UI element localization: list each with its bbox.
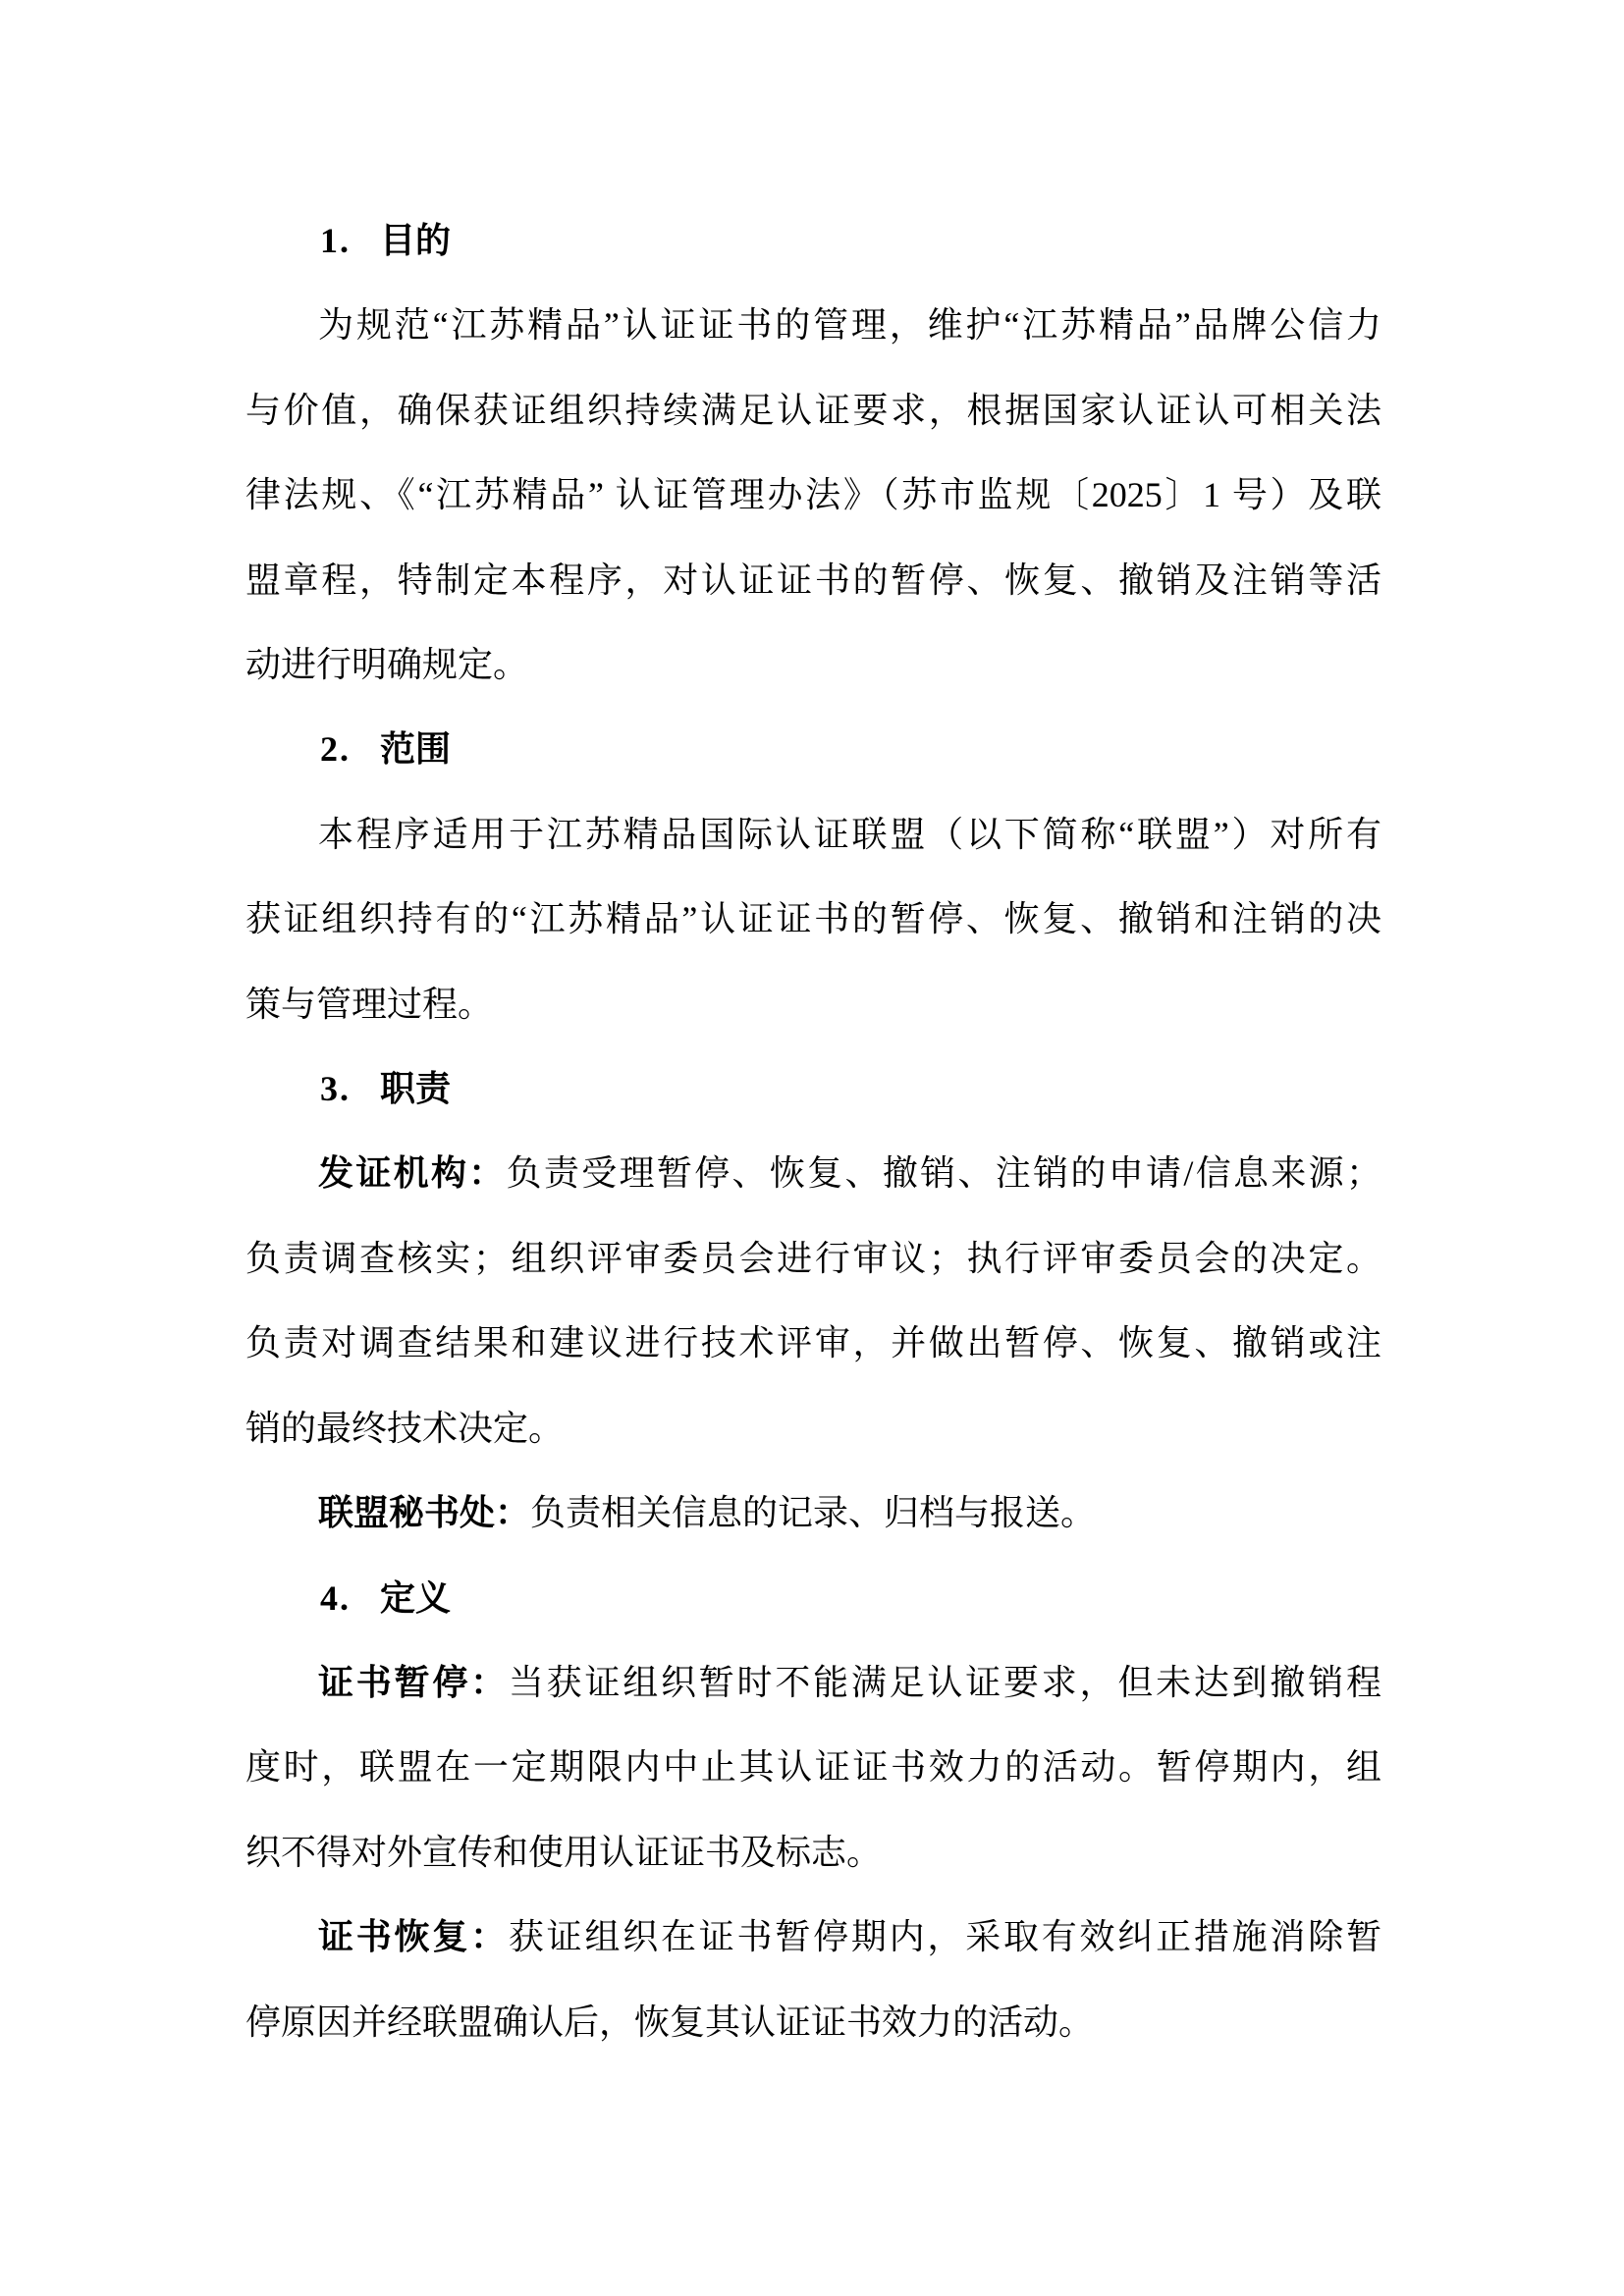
text-line <box>245 538 1381 622</box>
text-line <box>245 1216 1381 1301</box>
text-run: 负责对调查结果和建议进行技术评审，并做出暂停、恢复、撤销或注 <box>245 1323 1381 1363</box>
text-line <box>245 1131 1381 1215</box>
text-run: 负责调查核实；组织评审委员会进行审议；执行评审委员会的决定。 <box>245 1238 1381 1278</box>
bold-term: 证书恢复： <box>318 1917 509 1957</box>
heading-number: 2. <box>320 729 351 770</box>
text-line <box>245 792 1381 877</box>
heading-title: 目的 <box>380 221 452 260</box>
text-line <box>245 1895 1381 1979</box>
text-run: 当获证组织暂时不能满足认证要求，但未达到撤销程 <box>508 1662 1381 1702</box>
text-run: 获证组织在证书暂停期内，采取有效纠正措施消除暂 <box>508 1917 1381 1957</box>
heading-title: 定义 <box>380 1577 452 1618</box>
text-run: 律法规、《“江苏精品” 认证管理办法》（苏市监规〔2025〕1 号）及联 <box>245 475 1381 515</box>
text-run: 负责相关信息的记录、归档与报送。 <box>530 1493 1097 1533</box>
text-line <box>245 877 1381 961</box>
text-run: 为规范“江苏精品”认证证书的管理，维护“江苏精品”品牌公信力 <box>318 305 1381 346</box>
section-heading <box>245 198 1381 283</box>
text-line <box>245 1470 1381 1555</box>
text-run: 与价值，确保获证组织持续满足认证要求，根据国家认证认可相关法 <box>245 390 1381 430</box>
bold-term: 联盟秘书处： <box>318 1493 531 1533</box>
text-run: 停原因并经联盟确认后，恢复其认证证书效力的活动。 <box>245 2002 1095 2042</box>
text-line <box>245 1301 1381 1385</box>
text-line <box>245 1810 1381 1895</box>
text-run: 动进行明确规定。 <box>245 645 529 685</box>
section-heading <box>245 1556 1381 1640</box>
text-run: 盟章程，特制定本程序，对认证证书的暂停、恢复、撤销及注销等活 <box>245 560 1381 600</box>
text-run: 负责受理暂停、恢复、撤销、注销的申请/信息来源； <box>506 1153 1381 1194</box>
heading-number: 3. <box>320 1069 351 1109</box>
text-line <box>245 283 1381 367</box>
text-line <box>245 962 1381 1046</box>
text-line <box>245 453 1381 537</box>
heading-title: 职责 <box>380 1069 452 1109</box>
heading-title: 范围 <box>380 729 452 770</box>
heading-number: 1. <box>320 221 351 260</box>
text-line <box>245 368 1381 453</box>
text-run: 本程序适用于江苏精品国际认证联盟（以下简称“联盟”）对所有 <box>318 814 1381 854</box>
bold-term: 发证机构： <box>318 1153 507 1194</box>
text-run: 策与管理过程。 <box>245 984 494 1024</box>
text-line <box>245 1386 1381 1470</box>
text-line <box>245 1640 1381 1725</box>
text-run: 销的最终技术决定。 <box>245 1408 565 1448</box>
text-run: 织不得对外宣传和使用认证证书及标志。 <box>245 1832 883 1872</box>
text-run: 度时，联盟在一定期限内中止其认证证书效力的活动。暂停期内，组 <box>245 1747 1381 1788</box>
section-heading <box>245 707 1381 791</box>
bold-term: 证书暂停： <box>318 1662 509 1702</box>
document-body <box>245 198 1381 2064</box>
heading-number: 4. <box>320 1577 351 1618</box>
text-line <box>245 1980 1381 2064</box>
text-line <box>245 1725 1381 1809</box>
text-run: 获证组织持有的“江苏精品”认证证书的暂停、恢复、撤销和注销的决 <box>245 899 1381 939</box>
section-heading <box>245 1046 1381 1131</box>
text-line <box>245 622 1381 707</box>
